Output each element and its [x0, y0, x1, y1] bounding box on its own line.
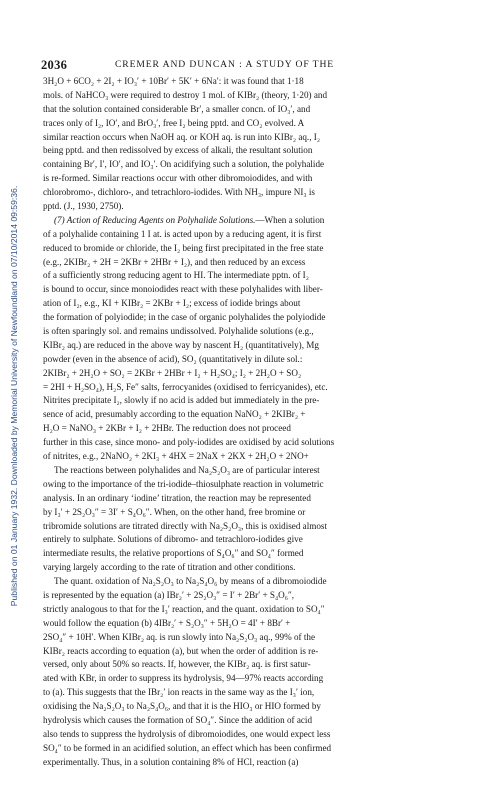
- text-line: Nitrites precipitate I₂, slowly if no acid is added but immediately in the pre-: [43, 395, 320, 406]
- text-line: also tends to suppress the hydrolysis of dibromoiodides, one would expect less: [43, 728, 331, 739]
- article-body: [43, 75, 457, 770]
- text-line: (e.g., 2KIBr₂ + 2H = 2KBr + 2HBr + I₂), and then reduced by an excess: [43, 256, 306, 267]
- text-line: owing to the importance of the tri-iodide–thiosulphate reaction in volumetric: [43, 478, 324, 489]
- running-head: CREMER AND DUNCAN : A STUDY OF THE: [115, 59, 335, 70]
- text-line: oxidising the Na₂S₂O₃ to Na₂S₄O₆, and that it is the HIO₃ or HIO formed by: [43, 701, 321, 712]
- text-line: of a sufficiently strong reducing agent to HI. The intermediate pptn. of I₂: [43, 270, 309, 281]
- text-line: is represented by the equation (a) IBr₂′ + 2S₂O₃″ = I′ + 2Br′ + S₄O₆″,: [43, 589, 295, 600]
- text-line: H₂O = NaNO₃ + 2KBr + I₂ + 2HBr. The reduction does not proceed: [43, 423, 291, 434]
- text-line: by I₃′ + 2S₂O₃″ = 3I′ + S₄O₆″. When, on the other hand, free bromine or: [43, 506, 306, 517]
- text-line: The quant. oxidation of Na₂S₂O₃ to Na₂S₄O₆ by means of a dibromoiodide: [54, 576, 327, 587]
- text-line: 2SO₄″ + 10H′. When KIBr₂ aq. is run slowly into Na₂S₂O₃ aq., 99% of the: [43, 631, 316, 642]
- text-line: ation of I₂, e.g., KI + KIBr₂ = 2KBr + I₂; excess of iodide brings about: [43, 298, 301, 309]
- text-line: traces only of I₂, IO′, and BrO₃′, free I₂ being pptd. and CO₂ evolved. A: [43, 117, 305, 128]
- text-line: analysis. In an ordinary ‘iodine’ titration, the reaction may be represented: [43, 492, 311, 503]
- text-line: mols. of NaHCO₃ were required to destroy 1 mol. of KIBr₂ (theory, 1·20) and: [43, 89, 328, 100]
- text-line: the formation of polyiodide; in the case of organic polyhalides the polyiodide: [43, 312, 326, 323]
- text-line: to (a). This suggests that the IBr₂′ ion reacts in the same way as the I₃′ ion,: [43, 687, 315, 698]
- text-line: would follow the equation (b) 4IBr₂′ + S₂O₃″ + 5H₂O = 4I′ + 8Br′ +: [43, 617, 291, 628]
- text-line: experimentally. Thus, in a solution containing 8% of HCl, reaction (a): [43, 756, 299, 767]
- text-line: chlorobromo-, dichloro-, and tetrachloro-iodides. With NH₃, impure NI₃ is: [43, 187, 315, 198]
- download-notice: Published on 01 January 1932. Downloaded by Memorial University of Newfoundland on 07/10/2014 09:59:36.: [9, 185, 19, 607]
- text-line: 3H₂O + 6CO₂ + 2I₂ + IO₃′ + 10Br′ + 5K′ + 6Na′: it was found that 1·18: [43, 76, 304, 86]
- text-line: is often sparingly sol. and remains undissolved. Polyhalide solutions (e.g.,: [43, 326, 314, 337]
- text-line: is bound to occur, since monoiodides react with these polyhalides with liber-: [43, 284, 323, 295]
- text-line: is re-formed. Similar reactions occur with other dibromoiodides, and with: [43, 173, 313, 184]
- text-line: strictly analogous to that for the I₃′ reaction, and the quant. oxidation to SO₄″: [43, 603, 325, 614]
- text-line: KIBr₂ aq.) are reduced in the above way by nascent H₂ (quantitatively), Mg: [43, 339, 319, 350]
- paragraph-1: [43, 75, 457, 214]
- text-line: hydrolysis which causes the formation of SO₄″. Since the addition of acid: [43, 714, 313, 725]
- text-line: of a polyhalide containing 1 I at. is acted upon by a reducing agent, it is first: [43, 228, 322, 239]
- text-line: of nitrites, e.g., 2NaNO₂ + 2KI₃ + 4HX = 2NaX + 2KX + 2H₂O + 2NO+: [43, 451, 309, 462]
- text-line: similar reaction occurs when NaOH aq. or KOH aq. is run into KIBr₂ aq., I₂: [43, 131, 320, 142]
- section-heading: (7) Action of Reducing Agents on Polyhalide Solutions.: [54, 214, 256, 225]
- text-line: pptd. (J., 1930, 2750).: [43, 201, 124, 212]
- page-number: 2036: [41, 58, 68, 72]
- text-line: KIBr₂ reacts according to equation (a), but when the order of addition is re-: [43, 645, 319, 656]
- text-line: ated with KBr, in order to suppress its hydrolysis, 94—97% reacts according: [43, 673, 324, 684]
- text-line: sence of acid, presumably according to the equation NaNO₂ + 2KIBr₂ +: [43, 409, 306, 420]
- heading-continuation: —When a solution: [255, 214, 325, 225]
- download-notice-sidebar: [0, 0, 28, 793]
- text-line: SO₄″ to be formed in an acidified solution, an effect which has been confirmed: [43, 742, 332, 753]
- section-heading-line: [43, 214, 457, 228]
- text-line: The reactions between polyhalides and Na₂S₂O₃ are of particular interest: [54, 464, 320, 475]
- text-line: intermediate results, the relative proportions of S₄O₆″ and SO₄″ formed: [43, 548, 304, 559]
- text-line: = 2HI + H₂SO₄), H₂S, Fe″ salts, ferrocyanides (oxidised to ferricyanides), etc.: [43, 381, 328, 392]
- page-header: [41, 58, 459, 72]
- paragraph-2: [43, 214, 457, 464]
- text-line: entirely to sulphate. Solutions of dibromo- and tetrachloro-iodides give: [43, 534, 303, 545]
- text-line: versed, only about 50% so reacts. If, however, the KIBr₂ aq. is first satur-: [43, 659, 311, 670]
- text-line: containing Br′, I′, IO′, and IO₃′. On acidifying such a solution, the polyhalide: [43, 159, 325, 170]
- text-line: 2KIBr₂ + 2H₂O + SO₂ = 2KBr + 2HBr + I₂ + H₂SO₄; I₂ + 2H₂O + SO₂: [43, 367, 302, 378]
- text-line: powder (even in the absence of acid), SO₂ (quantitatively in dilute sol.:: [43, 353, 303, 364]
- text-line: reduced to bromide or chloride, the I₂ being first precipitated in the free state: [43, 242, 324, 253]
- paragraph-3: [43, 464, 457, 575]
- text-line: being pptd. and then redissolved by excess of alkali, the resultant solution: [43, 145, 313, 156]
- text-line: further in this case, since mono- and poly-iodides are oxidised by acid solutions: [43, 437, 335, 448]
- paragraph-4: [43, 575, 457, 769]
- text-line: that the solution contained considerable Br′, a smaller concn. of IO₃′, and: [43, 103, 311, 114]
- text-line: varying largely according to the rate of titration and other conditions.: [43, 562, 296, 573]
- text-line: tribromide solutions are titrated directly with Na₂S₂O₃, this is oxidised almost: [43, 520, 328, 531]
